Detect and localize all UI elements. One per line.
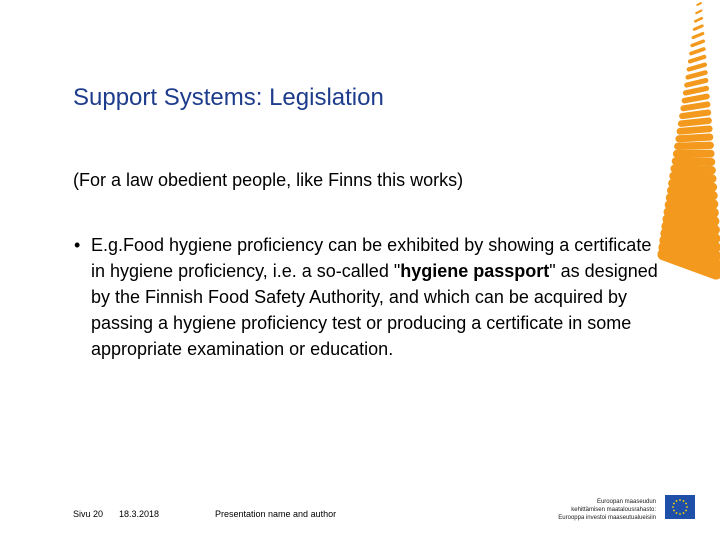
eu-star [673, 503, 675, 505]
eu-text-line-3: Eurooppa investoi maaseutualueisiin [558, 515, 656, 521]
orange-stripe [675, 133, 713, 142]
slide-title: Support Systems: Legislation [73, 84, 384, 111]
eu-star [676, 512, 678, 514]
footer-page-number: Sivu 20 [73, 509, 104, 519]
bullet-item [74, 232, 664, 362]
eu-text-line-2: kehittämisen maatalousrahasto: [571, 507, 656, 513]
eu-star [686, 506, 688, 508]
bullet-text [74, 232, 664, 362]
eu-text-line-1: Euroopan maaseudun [596, 499, 656, 505]
orange-stripe [674, 141, 714, 150]
eu-star [685, 510, 687, 512]
eu-star [679, 513, 681, 515]
bullet-text-start: E.g.Food hygiene proficiency can be exhibited by showing a certificate in hygiene proficiency, i.e. a so-called " [91, 235, 652, 281]
footer-presentation: Presentation name and author [215, 509, 337, 519]
orange-stripe [673, 150, 715, 158]
orange-stripe [691, 31, 705, 39]
eu-star [683, 500, 685, 502]
eu-funding-text [540, 498, 656, 522]
orange-stripe [695, 9, 703, 15]
eu-star [679, 499, 681, 501]
orange-stripe [694, 17, 704, 23]
eu-star [673, 510, 675, 512]
bullet-text-bold: hygiene passport [400, 261, 550, 281]
slide-subtitle: (For a law obedient people, like Finns this works) [73, 170, 464, 190]
orange-stripe [687, 54, 706, 64]
eu-star [676, 500, 678, 502]
eu-flag-icon [665, 495, 695, 519]
eu-star [683, 512, 685, 514]
bullet-marker: • [74, 235, 81, 255]
orange-stripe [690, 39, 706, 48]
eu-star [685, 503, 687, 505]
footer-date: 18.3.2018 [119, 509, 160, 519]
orange-stripe [696, 2, 702, 7]
eu-star [672, 506, 674, 508]
orange-stripe [689, 47, 707, 56]
orange-stripe [692, 24, 704, 31]
bullet-text-end: " as designed by the Finnish Food Safety Authority, and which can be acquired by passing a hygiene proficiency test or producing a certificate in some appropriate examination or education. [91, 261, 658, 359]
